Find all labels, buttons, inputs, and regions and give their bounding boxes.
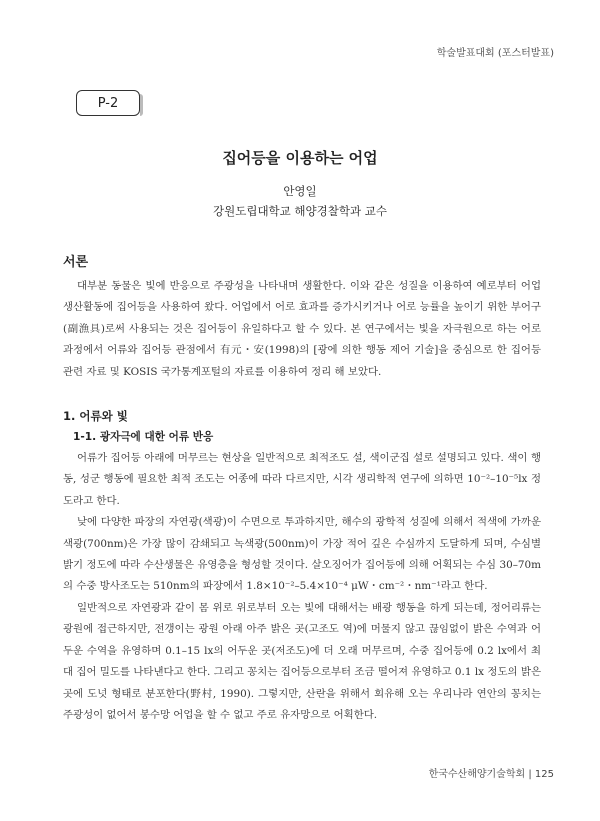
author-affiliation: 강원도립대학교 해양경찰학과 교수 [213, 204, 387, 218]
page-footer: 한국수산해양기술학회 | 125 [428, 769, 554, 780]
intro-paragraph: 대부분 동물은 빛에 반응으로 주광성을 나타내며 생활한다. 이와 같은 성질을 이용하여 예로부터 어업 생산활동에 집어등을 사용하여 왔다. 어업에서 어로 효과를 증가시키거나 어로 능률을 높이기 위한 부어구(副漁具)로써 사용되는 것은 집어등이 유일하다고 할 수 있다. 본 연구에서는 빛을 자극원으로 하는 어로 과정에서 어류와 집어등 관점에서 有元・安(1998)의 [광에 의한 행동 제어 기술]을 중심으로 한 집어등 관련 자료 및 KOSIS 국가통계포털의 자료를 이용하여 정리 해 보았다. [63, 280, 541, 378]
section-gap [63, 383, 541, 406]
section1-paragraph-1: 어류가 집어등 아래에 머무르는 현상을 일반적으로 최적조도 설, 색이군집 설로 설명되고 있다. 색이 행동, 성군 행동에 필요한 최적 조도는 어종에 따라 다르지만, 시각 생리학적 연구에 의하면 10⁻²–10⁻⁵lx 정도라고 한다. [63, 452, 541, 507]
section1-heading: 1. 어류와 빛 [63, 409, 128, 424]
paper-title: 집어등을 이용하는 어업 [222, 149, 378, 167]
poster-badge: P-2 [76, 90, 140, 116]
paper-body [63, 251, 541, 726]
section1-subheading: 1-1. 광자극에 대한 어류 반응 [73, 431, 214, 444]
conference-header: 학술발표대회 (포스터발표) [436, 48, 554, 59]
section1-paragraph-3: 일반적으로 자연광과 같이 몸 위로 위로부터 오는 빛에 대해서는 배광 행동을 하게 되는데, 정어리류는 광원에 접근하지만, 전갱이는 광원 아래 아주 밝은 곳(고조도 역)에 머물지 않고 끊임없이 밝은 수역과 어두운 수역을 유영하며 0.1–15 lx의 어두운 곳(저조도)에 더 오래 머무르며, 수중 집어등에 0.2 lx에서 최대 집어 밀도를 나타낸다고 한다. 그리고 꽁치는 집어등으로부터 조금 떨어져 유영하고 0.1 lx 정도의 밝은 곳에 도넛 형태로 분포한다(野村, 1990). 그렇지만, 산란을 위해서 회유해 오는 우리나라 연안의 꽁치는 주광성이 없어서 봉수망 어업을 할 수 없고 주로 유자망으로 어획한다. [63, 601, 541, 721]
intro-heading: 서론 [63, 255, 89, 270]
section1-paragraph-2: 낮에 다양한 파장의 자연광(색광)이 수면으로 투과하지만, 해수의 광학적 성질에 의해서 적색에 가까운 색광(700nm)은 가장 많이 감쇄되고 녹색광(500nm)이 가장 적어 깊은 수심까지 도달하게 되며, 수심별 밝기 정도에 따라 수산생물은 유영층을 형성할 것이다. 살오징어가 집어등에 의해 어획되는 수심 30–70m의 수중 방사조도는 510nm의 파장에서 1.8×10⁻²–5.4×10⁻⁴ μW・cm⁻²・nm⁻¹라고 한다. [63, 516, 541, 593]
author-name: 안영일 [283, 184, 317, 198]
